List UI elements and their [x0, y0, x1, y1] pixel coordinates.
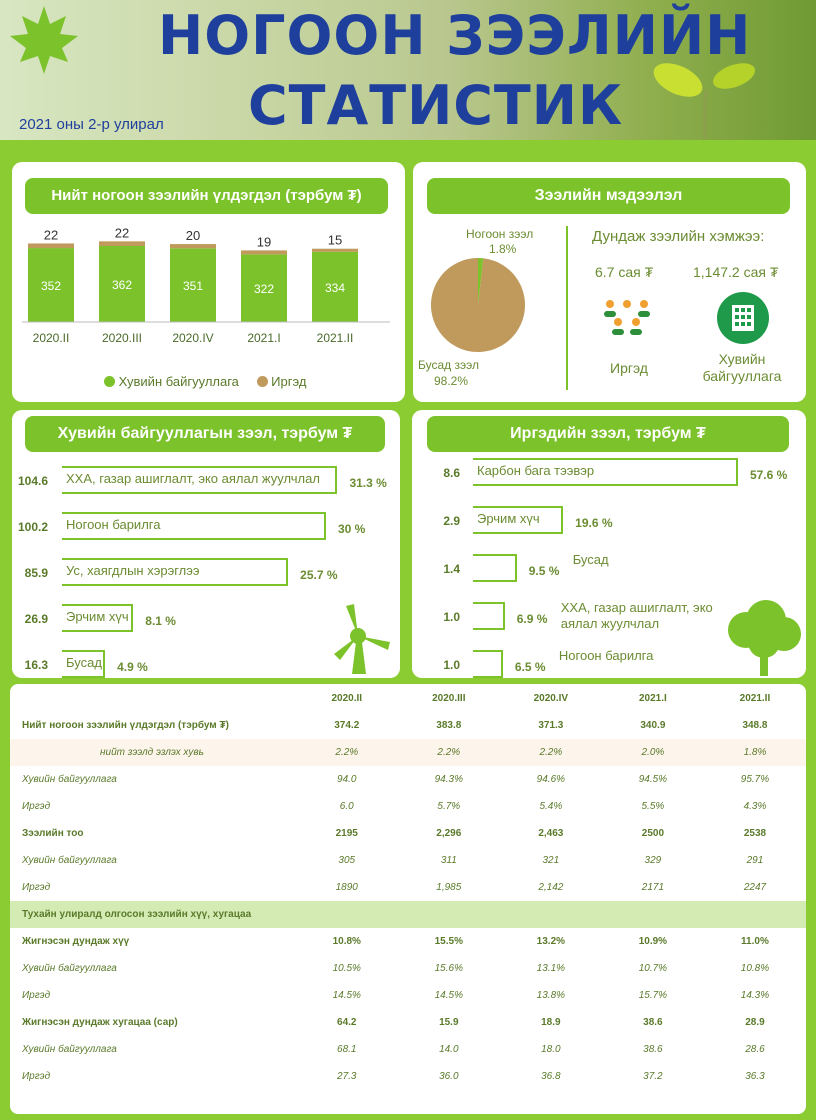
table-cell: 2.2% — [296, 739, 398, 766]
bar-percent: 4.9 % — [117, 660, 148, 674]
table-row — [10, 982, 806, 1009]
legend-swatch-business — [104, 376, 115, 387]
table-cell: 37.2 — [643, 1071, 663, 1082]
x-tick-label: 2020.IV — [172, 331, 214, 345]
table-row — [10, 793, 806, 820]
table-cell: 94.5% — [638, 774, 668, 785]
table-header-cell: 2020.III — [432, 692, 466, 704]
table-cell: 36.3 — [745, 1071, 765, 1082]
table-row-label: Иргэд — [22, 990, 51, 1001]
table-row-label: Хувийн байгууллага — [22, 774, 117, 785]
table-cell: 28.9 — [745, 1017, 765, 1028]
table-row — [10, 1036, 806, 1063]
table-row-label: Иргэд — [22, 1071, 51, 1082]
table-row — [10, 820, 806, 847]
table-header-cell: 2021.I — [638, 692, 667, 704]
table-cell: 18.0 — [541, 1044, 561, 1055]
table-cell: 10.5% — [332, 963, 361, 974]
table-cell: 305 — [338, 855, 356, 866]
table-row — [10, 955, 806, 982]
table-cell: 94.6% — [536, 774, 566, 785]
table-cell — [500, 901, 602, 928]
table-header-cell — [10, 684, 296, 712]
bar-label-business: 352 — [40, 279, 62, 294]
table-cell: 13.2% — [536, 936, 566, 947]
table-cell: 340.9 — [640, 720, 666, 731]
table-row-label: Иргэд — [22, 801, 51, 812]
bar-category-label: ХХА, газар ашиглалт, эко аялал жуулчлал — [66, 471, 320, 486]
page-title-line1: НОГООН ЗЭЭЛИЙН — [158, 4, 752, 67]
table-row-label: Хувийн байгууллага — [22, 855, 117, 866]
table-cell: 6.0 — [339, 801, 354, 812]
bar-value: 2.9 — [443, 514, 460, 528]
table-cell: 2538 — [743, 828, 767, 839]
bar-label-business: 362 — [111, 277, 133, 292]
table-cell: 10.9% — [638, 936, 668, 947]
table-cell: 2171 — [641, 882, 665, 893]
table-cell: 1.8% — [704, 739, 806, 766]
page-subtitle: 2021 оны 2-р улирал — [19, 116, 164, 133]
table-cell: 10.7% — [638, 963, 668, 974]
table-cell — [704, 901, 806, 928]
bar-category-label: Эрчим хүч — [66, 609, 129, 624]
table-cell: 2500 — [641, 828, 665, 839]
info-divider — [566, 226, 568, 390]
table-row — [10, 847, 806, 874]
table-cell: 311 — [440, 855, 457, 866]
info-title: Зээлийн мэдээлэл — [427, 178, 790, 214]
table-row-label: Тухайн улиралд олгосон зээлийн хүү, хугацаа — [10, 901, 296, 928]
x-tick-label: 2021.I — [247, 331, 281, 345]
table-row — [10, 874, 806, 901]
x-tick-label: 2021.II — [316, 331, 354, 345]
bar-percent: 25.7 % — [300, 568, 338, 582]
table-row-label: Хувийн байгууллага — [22, 1044, 117, 1055]
table-header-cell: 2020.II — [331, 692, 363, 704]
header-banner — [0, 0, 816, 140]
bar-value: 26.9 — [24, 612, 48, 626]
bar-value: 85.9 — [24, 566, 48, 580]
legend-label-individual: Иргэд — [271, 374, 307, 389]
table-cell: 18.9 — [541, 1017, 561, 1028]
business-title: Хувийн байгууллагын зээл, тэрбум ₮ — [25, 416, 385, 452]
table-row-label: Хувийн байгууллага — [22, 963, 117, 974]
bar-value: 1.4 — [443, 562, 460, 576]
table-cell: 2.2% — [398, 739, 500, 766]
bar-percent: 57.6 % — [749, 468, 788, 482]
avg-title: Дундаж зээлийн хэмжээ: — [592, 228, 765, 245]
bar-percent: 6.9 % — [516, 612, 548, 626]
bar-category-label: Ногоон барилга — [558, 648, 654, 663]
table-cell: 14.5% — [332, 990, 361, 1001]
statistics-table-card — [10, 684, 806, 1114]
individual-label: Иргэд — [610, 360, 648, 376]
bar-value: 16.3 — [24, 658, 48, 672]
building-icon — [717, 292, 769, 344]
individual-title: Иргэдийн зээл, тэрбум ₮ — [427, 416, 789, 452]
table-cell: 2.0% — [602, 739, 704, 766]
table-cell: 2.2% — [500, 739, 602, 766]
x-tick-label: 2020.III — [101, 331, 143, 345]
bar-bracket — [473, 602, 505, 630]
maple-leaf-icon — [4, 0, 84, 80]
legend-label-business: Хувийн байгууллага — [118, 374, 239, 389]
table-cell: 38.6 — [643, 1017, 663, 1028]
table-row-label: Жигнэсэн дундаж хугацаа (сар) — [22, 1017, 178, 1028]
table-cell: 36.8 — [541, 1071, 561, 1082]
table-cell: 329 — [644, 855, 662, 866]
table-row-label: Иргэд — [22, 882, 51, 893]
table-cell: 10.8% — [332, 936, 361, 947]
bar-category-label: Эрчим хүч — [477, 511, 540, 526]
table-cell: 15.7% — [638, 990, 668, 1001]
bar-bracket — [473, 650, 503, 678]
bar-value: 104.6 — [17, 474, 48, 488]
table-row-label: Зээлийн тоо — [22, 828, 84, 839]
table-cell: 2,296 — [436, 828, 462, 839]
table-cell — [398, 901, 500, 928]
table-cell: 348.8 — [742, 720, 768, 731]
pie-other-label: Бусад зээл — [418, 358, 479, 372]
table-row — [10, 712, 806, 739]
table-cell: 64.2 — [337, 1017, 357, 1028]
bar-individual — [170, 244, 216, 248]
table-row — [10, 766, 806, 793]
table-cell: 2,463 — [538, 828, 564, 839]
bar-category-label: ХХА, газар ашиглалт, эко аялал жуулчлал — [560, 600, 713, 631]
table-cell — [296, 901, 398, 928]
table-cell: 95.7% — [740, 774, 770, 785]
table-row-label: нийт зээлд эзлэх хувь — [10, 739, 296, 766]
page-title-line2: СТАТИСТИК — [248, 74, 624, 137]
balance-legend — [104, 374, 306, 389]
bar-value: 1.0 — [443, 610, 460, 624]
bar-value: 100.2 — [17, 520, 48, 534]
table-cell: 371.3 — [538, 720, 564, 731]
x-tick-label: 2020.II — [32, 331, 70, 345]
business-label: Хувийн байгууллага — [702, 351, 782, 384]
table-row — [10, 1063, 806, 1090]
table-row-label: Нийт ногоон зээлийн үлдэгдэл (тэрбум ₮) — [22, 720, 229, 731]
table-cell: 15.6% — [434, 963, 463, 974]
bar-percent: 9.5 % — [528, 564, 560, 578]
statistics-table — [10, 684, 806, 1090]
bar-bracket — [473, 554, 517, 582]
people-icon — [602, 298, 652, 338]
table-header-cell: 2020.IV — [533, 692, 569, 704]
table-row — [10, 1009, 806, 1036]
table-cell: 5.7% — [437, 801, 461, 812]
table-cell: 11.0% — [741, 936, 769, 947]
table-cell: 5.5% — [641, 801, 665, 812]
pie-green-label: Ногоон зээл — [466, 227, 534, 241]
bar-category-label: Бусад — [572, 552, 609, 567]
table-cell: 38.6 — [643, 1044, 663, 1055]
table-cell: 15.9 — [439, 1017, 459, 1028]
bar-percent: 30 % — [338, 522, 366, 536]
table-cell: 13.8% — [536, 990, 566, 1001]
pie-slice — [431, 258, 525, 352]
avg-individual: 6.7 сая ₮ — [595, 264, 654, 280]
table-body — [10, 712, 806, 1090]
table-row — [10, 901, 806, 928]
bar-percent: 8.1 % — [145, 614, 176, 628]
balance-bar-chart — [20, 222, 400, 354]
table-cell: 2,142 — [538, 882, 564, 893]
bar-category-label: Бусад — [66, 655, 102, 670]
bar-value: 8.6 — [443, 466, 460, 480]
bar-label-individual: 19 — [256, 234, 272, 250]
bar-label-business: 334 — [324, 280, 346, 295]
table-row-label: Жигнэсэн дундаж хүү — [22, 936, 130, 947]
table-cell: 27.3 — [337, 1071, 357, 1082]
table-cell: 36.0 — [439, 1071, 459, 1082]
table-cell: 5.4% — [539, 801, 563, 812]
table-cell: 2247 — [743, 882, 767, 893]
bar-percent: 31.3 % — [349, 476, 387, 490]
bar-category-label: Ус, хаягдлын хэрэглээ — [66, 563, 200, 578]
table-row — [10, 928, 806, 955]
pie-green-pct: 1.8% — [489, 242, 517, 256]
loan-pie-chart — [430, 257, 526, 353]
pie-other-pct: 98.2% — [434, 374, 469, 388]
table-cell: 2195 — [335, 828, 358, 839]
table-header-row — [10, 684, 806, 712]
bar-individual — [99, 241, 145, 246]
table-cell: 28.6 — [745, 1044, 765, 1055]
tree-icon — [720, 600, 806, 680]
bar-individual — [312, 249, 358, 252]
table-cell: 68.1 — [337, 1044, 357, 1055]
table-cell: 4.3% — [743, 801, 767, 812]
table-cell: 14.0 — [439, 1044, 459, 1055]
table-cell: 374.2 — [334, 720, 360, 731]
bar-individual — [241, 250, 287, 254]
table-cell — [602, 901, 704, 928]
balance-title: Нийт ногоон зээлийн үлдэгдэл (тэрбум ₮) — [25, 178, 388, 214]
bar-label-business: 351 — [182, 279, 204, 294]
table-cell: 14.5% — [434, 990, 463, 1001]
table-cell: 291 — [746, 855, 764, 866]
bar-category-label: Карбон бага тээвэр — [477, 463, 595, 478]
table-row — [10, 739, 806, 766]
table-cell: 94.3% — [434, 774, 463, 785]
bar-individual — [28, 243, 74, 248]
table-cell: 1,985 — [436, 882, 462, 893]
table-header-cell: 2021.II — [739, 692, 771, 704]
bar-category-label: Ногоон барилга — [66, 517, 161, 532]
table-cell: 14.3% — [740, 990, 770, 1001]
table-cell: 1890 — [335, 882, 358, 893]
table-cell: 321 — [542, 855, 560, 866]
avg-business: 1,147.2 сая ₮ — [693, 264, 779, 280]
table-cell: 15.5% — [434, 936, 463, 947]
legend-swatch-individual — [257, 376, 268, 387]
table-cell: 10.8% — [740, 963, 770, 974]
wind-turbine-icon — [332, 602, 398, 674]
bar-value: 1.0 — [443, 658, 460, 672]
bar-label-individual: 20 — [185, 228, 201, 244]
table-cell: 94.0 — [337, 774, 357, 785]
bar-label-individual: 22 — [43, 227, 59, 243]
table-cell: 383.8 — [436, 720, 462, 731]
bar-label-individual: 15 — [327, 232, 343, 248]
bar-percent: 19.6 % — [575, 516, 613, 530]
bar-label-business: 322 — [253, 282, 275, 297]
bar-label-individual: 22 — [114, 225, 130, 241]
bar-percent: 6.5 % — [514, 660, 546, 674]
table-cell: 13.1% — [536, 963, 566, 974]
